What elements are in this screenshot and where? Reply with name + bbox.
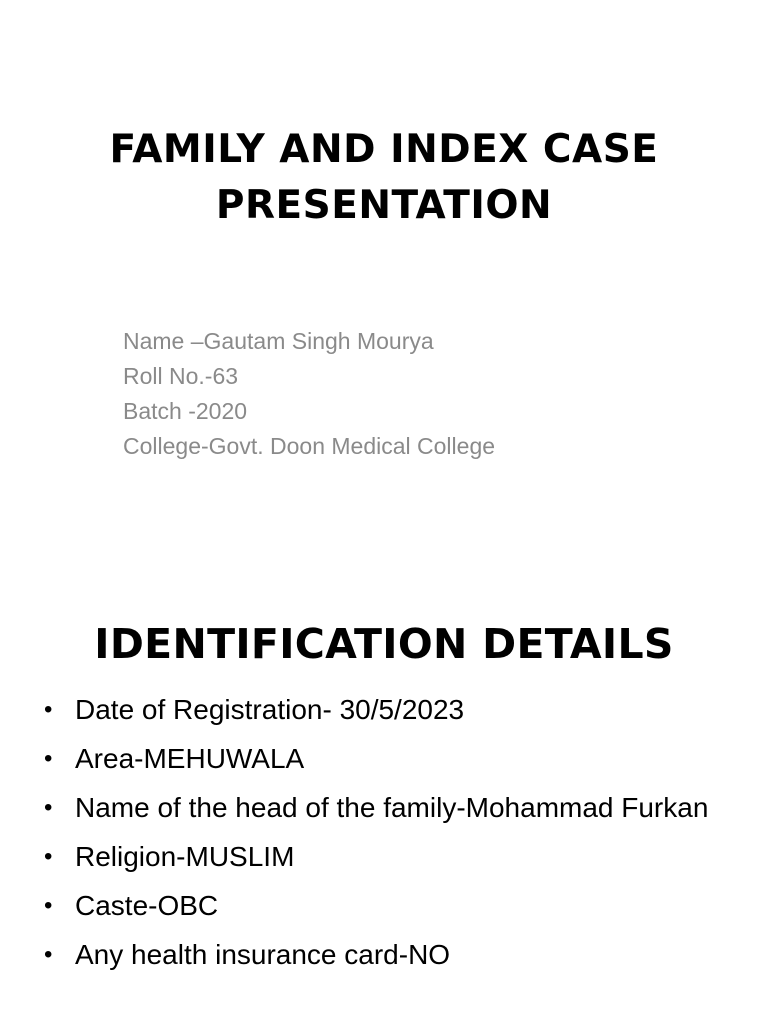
bullet-marker: • [44, 696, 53, 723]
bullet-text: Area-MEHUWALA [75, 743, 305, 774]
bullet-text: Religion-MUSLIM [75, 841, 295, 872]
bullet-religion [40, 837, 730, 876]
bullet-area [40, 739, 730, 778]
presenter-details [123, 324, 723, 464]
roll-number: Roll No.-63 [123, 363, 239, 389]
title-line-2: PRESENTATION [215, 183, 553, 228]
bullet-caste [40, 886, 730, 925]
bullet-head-of-family [40, 788, 730, 827]
college: College-Govt. Doon Medical College [123, 433, 496, 459]
bullet-marker: • [44, 843, 53, 870]
bullet-marker: • [44, 745, 53, 772]
bullet-marker: • [44, 941, 53, 968]
title-line-1: FAMILY AND INDEX CASE [109, 127, 659, 172]
presenter-name: Name –Gautam Singh Mourya [123, 328, 434, 354]
identification-bullet-list [40, 690, 730, 984]
bullet-text: Date of Registration- 30/5/2023 [75, 694, 465, 725]
section-heading: IDENTIFICATION DETAILS [94, 620, 674, 668]
bullet-text: Name of the head of the family-Mohammad Furkan [75, 792, 709, 823]
bullet-text: Any health insurance card-NO [75, 939, 451, 970]
bullet-marker: • [44, 892, 53, 919]
identification-slide [0, 576, 768, 1024]
bullet-health-insurance [40, 935, 730, 974]
bullet-text: Caste-OBC [75, 890, 219, 921]
slide-title [40, 122, 728, 234]
bullet-date-of-registration [40, 690, 730, 729]
bullet-marker: • [44, 794, 53, 821]
batch: Batch -2020 [123, 398, 248, 424]
